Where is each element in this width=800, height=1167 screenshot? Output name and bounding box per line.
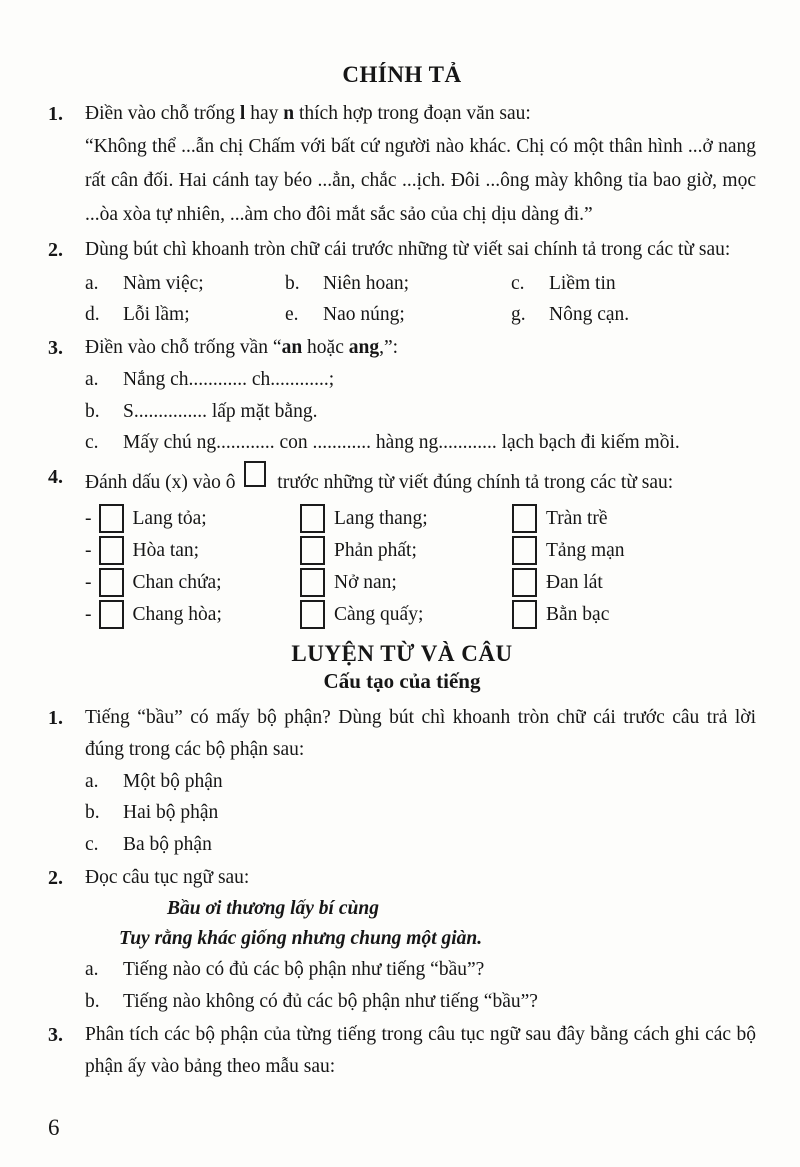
checkbox-item <box>85 504 300 533</box>
checkbox-item <box>300 600 512 629</box>
checkbox-label: Lang thang; <box>334 507 428 529</box>
sub-text: S............... lấp mặt bằng. <box>123 400 318 422</box>
proverb-line-1: Bầu ơi thương lấy bí cùng <box>167 898 379 919</box>
ct-exercise-2-options <box>85 268 756 330</box>
sub-text: Mấy chú ng............ con ............ hàng ng............ lạch bạch đi kiếm mồi. <box>123 432 680 453</box>
prompt-text: hoặc <box>302 337 349 358</box>
ct-exercise-4-body <box>85 461 756 631</box>
option-e <box>285 299 511 330</box>
ct-exercise-1 <box>48 98 756 232</box>
checkbox[interactable] <box>512 504 537 533</box>
option-letter: a. <box>85 770 99 792</box>
sub-text: Tiếng nào không có đủ các bộ phận như tiếng “bầu”? <box>123 990 538 1012</box>
sub-letter: b. <box>85 400 100 422</box>
ct-exercise-1-number: 1. <box>48 103 63 125</box>
fill-blank-b <box>85 396 756 428</box>
checkbox-item <box>512 536 756 565</box>
section-title-chinh-ta: CHÍNH TẢ <box>342 62 462 87</box>
checkbox[interactable] <box>99 600 124 629</box>
ltvc-exercise-1 <box>48 702 756 861</box>
sub-letter: a. <box>85 369 99 390</box>
ltvc-exercise-3-number: 3. <box>48 1024 63 1046</box>
checkbox-label: Lang tỏa; <box>132 507 207 529</box>
prompt-text: Điền vào chỗ trống vần “ <box>85 337 282 358</box>
option-d <box>85 299 285 330</box>
ltvc-exercise-1-number: 1. <box>48 706 63 729</box>
ct-exercise-1-prompt <box>85 98 756 130</box>
ct-exercise-3-prompt <box>85 332 756 364</box>
dash: - <box>85 507 92 529</box>
option-text: Một bộ phận <box>123 770 223 792</box>
option-text: Nao núng; <box>323 304 405 325</box>
ltvc-exercise-3 <box>48 1019 756 1083</box>
ct-exercise-4 <box>48 461 756 631</box>
ltvc-exercise-2 <box>48 862 756 1017</box>
checkbox-row <box>85 503 756 535</box>
sub-letter: c. <box>85 432 99 453</box>
sub-text: Nắng ch............ ch............; <box>123 369 335 390</box>
checkbox[interactable] <box>300 600 325 629</box>
sub-text: Tiếng nào có đủ các bộ phận như tiếng “bầu”? <box>123 959 485 980</box>
checkbox-item <box>300 536 512 565</box>
option-text: Niên hoan; <box>323 273 410 294</box>
bold-letter-n: n <box>283 103 295 124</box>
ct-exercise-1-passage: “Không thể ...ẫn chị Chấm với bất cứ người nào khác. Chị có một thân hình ...ở nang rất cân đối. Hai cánh tay béo ...ẳn, chắc ...ịch. Đôi ...ông mày không tỉa bao giờ, mọc ...òa xòa tự nhiên, ...àm cho đôi mắt sắc sảo của chị dịu dàng đi.” <box>85 136 756 225</box>
ltvc-exercise-3-body <box>85 1019 756 1083</box>
prompt-text: Đánh dấu (x) vào ô <box>85 471 241 493</box>
ltvc-exercise-1-body <box>85 702 756 861</box>
option-b <box>285 268 511 299</box>
answer-b <box>85 797 756 829</box>
fill-blank-c <box>85 427 756 459</box>
ct-exercise-2-prompt: Dùng bút chì khoanh tròn chữ cái trước những từ viết sai chính tả trong các từ sau: <box>85 239 731 260</box>
option-letter: a. <box>85 273 99 294</box>
checkbox-item <box>85 600 300 629</box>
ct-exercise-1-body <box>85 98 756 232</box>
answer-a <box>85 766 756 798</box>
ct-exercise-3 <box>48 332 756 459</box>
option-letter: d. <box>85 304 100 325</box>
ct-exercise-4-number: 4. <box>48 465 63 488</box>
proverb-line-2: Tuy rằng khác giống nhưng chung một giàn. <box>119 928 483 949</box>
dash: - <box>85 539 92 561</box>
checkbox-row <box>85 599 756 631</box>
checkbox-label: Chan chứa; <box>132 571 222 593</box>
checkbox[interactable] <box>99 504 124 533</box>
checkbox-item <box>512 504 756 533</box>
option-text: Nàm việc; <box>123 273 204 294</box>
checkbox-label: Tảng mạn <box>546 539 625 561</box>
checkbox-item <box>300 568 512 597</box>
dash: - <box>85 571 92 593</box>
checkbox[interactable] <box>512 600 537 629</box>
checkbox[interactable] <box>512 536 537 565</box>
page-number: 6 <box>48 1115 60 1140</box>
prompt-text: ,”: <box>379 337 399 358</box>
checkbox-item <box>85 536 300 565</box>
option-text: Lỗi lầm; <box>123 304 190 325</box>
checkbox-row <box>85 535 756 567</box>
ct-exercise-2 <box>48 234 756 330</box>
prompt-text: thích hợp trong đoạn văn sau: <box>294 103 531 124</box>
sub-letter: b. <box>85 990 100 1012</box>
option-letter: c. <box>511 273 525 294</box>
ltvc-exercise-2-prompt: Đọc câu tục ngữ sau: <box>85 867 250 888</box>
empty-checkbox-icon <box>244 461 266 487</box>
ct-exercise-3-body <box>85 332 756 459</box>
ct-exercise-2-number: 2. <box>48 239 63 261</box>
checkbox[interactable] <box>99 568 124 597</box>
bold-ang: ang <box>348 337 380 358</box>
prompt-text: trước những từ viết đúng chính tả trong các từ sau: <box>272 471 674 493</box>
ct-exercise-4-prompt <box>85 461 756 499</box>
section-title-luyen-tu-va-cau: LUYỆN TỪ VÀ CÂU <box>291 640 513 666</box>
dash: - <box>85 603 92 625</box>
checkbox-label: Hòa tan; <box>132 539 200 561</box>
subsection-title-cau-tao-cua-tieng: Cấu tạo của tiếng <box>323 668 481 693</box>
checkbox-item <box>512 568 756 597</box>
option-text: Nông cạn. <box>549 304 630 325</box>
option-a <box>85 268 285 299</box>
checkbox-label: Tràn trề <box>546 507 608 529</box>
checkbox[interactable] <box>512 568 537 597</box>
option-letter: b. <box>85 802 100 823</box>
option-text: Hai bộ phận <box>123 802 219 823</box>
option-c <box>511 268 756 299</box>
option-letter: e. <box>285 304 299 325</box>
question-b <box>85 986 756 1018</box>
checkbox-label: Chang hòa; <box>132 603 222 625</box>
prompt-text: hay <box>245 103 284 124</box>
ltvc-exercise-1-prompt: Tiếng “bầu” có mấy bộ phận? Dùng bút chì khoanh tròn chữ cái trước câu trả lời đúng trong các bộ phận sau: <box>85 706 756 760</box>
checkbox[interactable] <box>300 568 325 597</box>
ct-exercise-3-number: 3. <box>48 337 63 359</box>
checkbox-item <box>300 504 512 533</box>
checkbox-label: Đan lát <box>546 571 603 593</box>
checkbox[interactable] <box>99 536 124 565</box>
checkbox-label: Nở nan; <box>334 571 397 593</box>
ct-exercise-4-checkbox-grid <box>85 503 756 631</box>
checkbox[interactable] <box>300 536 325 565</box>
checkbox-item <box>512 600 756 629</box>
checkbox-label: Càng quấy; <box>334 603 424 625</box>
ltvc-exercise-2-body <box>85 862 756 1017</box>
option-letter: g. <box>511 304 526 325</box>
checkbox-label: Phản phất; <box>334 539 417 561</box>
option-text: Ba bộ phận <box>123 833 212 855</box>
checkbox-label: Bằn bạc <box>546 603 610 625</box>
ltvc-exercise-2-number: 2. <box>48 867 63 889</box>
option-letter: c. <box>85 833 99 855</box>
option-letter: b. <box>285 273 300 294</box>
prompt-text: Điền vào chỗ trống <box>85 103 240 124</box>
fill-blank-a <box>85 364 756 396</box>
answer-c <box>85 829 756 861</box>
option-g <box>511 299 756 330</box>
checkbox-item <box>85 568 300 597</box>
ltvc-exercise-3-prompt: Phân tích các bộ phận của từng tiếng trong câu tục ngữ sau đây bằng cách ghi các bộ phận ấy vào bảng theo mẫu sau: <box>85 1024 756 1077</box>
page-content <box>48 62 756 1085</box>
checkbox-row <box>85 567 756 599</box>
question-a <box>85 954 756 986</box>
bold-letter-l: l <box>239 103 246 124</box>
ct-exercise-2-body <box>85 234 756 330</box>
checkbox[interactable] <box>300 504 325 533</box>
bold-an: an <box>281 337 303 358</box>
option-text: Liềm tin <box>549 273 616 294</box>
sub-letter: a. <box>85 959 99 980</box>
